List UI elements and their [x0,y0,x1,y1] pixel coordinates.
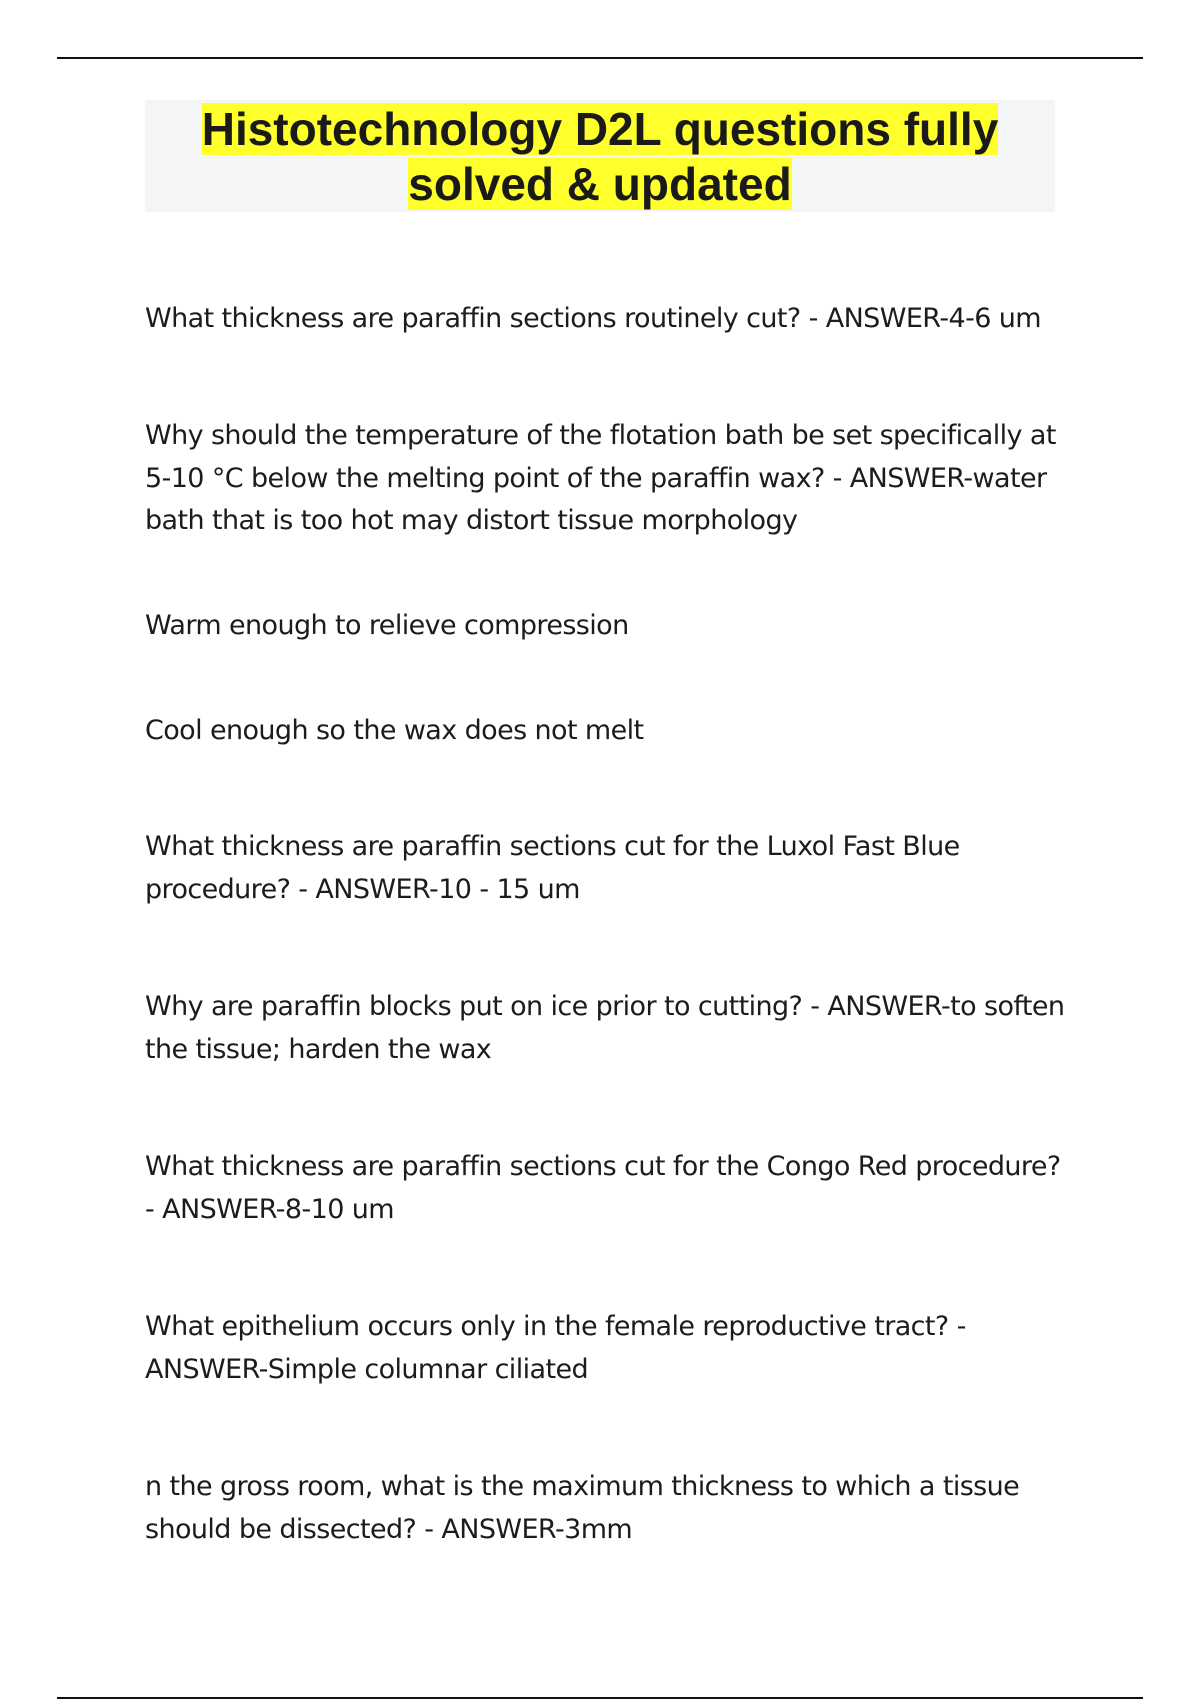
qa-paragraph: Cool enough so the wax does not melt [145,715,644,746]
qa-paragraph: n the gross room, what is the maximum thickness to which a tissue should be dissected? - ANSWER-3mm [145,1471,1020,1545]
document-title: Histotechnology D2L questions fully solved & updated [201,103,999,210]
qa-paragraph: Warm enough to relieve compression [145,610,629,641]
qa-paragraph: What thickness are paraffin sections cut for the Congo Red procedure? - ANSWER-8-10 um [145,1151,1061,1225]
title-banner [145,100,1055,212]
qa-paragraph: What thickness are paraffin sections routinely cut? - ANSWER-4-6 um [145,303,1041,334]
footer-divider [57,1697,1143,1699]
qa-paragraph: What epithelium occurs only in the female reproductive tract? - ANSWER-Simple columnar ciliated [145,1311,966,1385]
qa-paragraph: What thickness are paraffin sections cut for the Luxol Fast Blue procedure? - ANSWER-10 - 15 um [145,831,960,905]
qa-paragraph: Why should the temperature of the flotation bath be set specifically at 5-10 °C below the melting point of the paraffin wax? - ANSWER-water bath that is too hot may distort tissue morphology [145,420,1056,536]
header-divider [57,57,1143,59]
qa-paragraph: Why are paraffin blocks put on ice prior to cutting? - ANSWER-to soften the tissue; harden the wax [145,991,1065,1065]
